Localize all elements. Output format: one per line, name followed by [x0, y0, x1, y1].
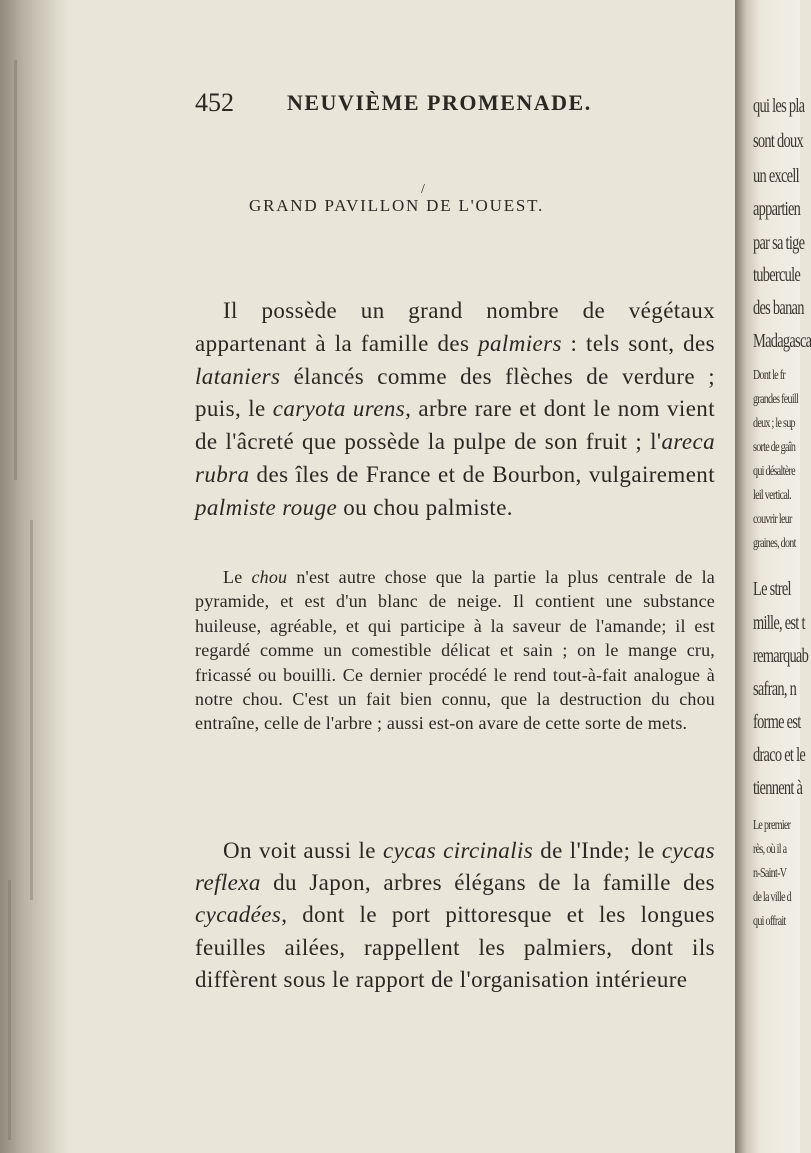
facing-line: forme est — [753, 711, 801, 733]
facing-line: un excell — [753, 165, 799, 187]
facing-line: grandes feuill — [753, 392, 799, 407]
gutter-streak — [30, 520, 33, 900]
paragraph-3: On voit aussi le cycas circinalis de l'Inde; le cycas reflexa du Japon, arbres élégans de la famille des cycadées, dont le port pittoresque et les longues feuilles ailées, rappellent les palmiers, dont ils diffèrent sous le rapport de l'organisation intérieure — [195, 838, 715, 992]
left-gutter-shadow — [0, 0, 70, 1153]
facing-line: sorte de gaîn — [753, 440, 796, 455]
facing-line: Madagasca — [753, 330, 811, 352]
facing-line: tubercule — [753, 264, 801, 286]
stray-mark: / — [421, 182, 425, 197]
paragraph-2-note: Le chou n'est autre chose que la partie la plus centrale de la pyramide, et est d'un blanc de neige. Il contient une substance huileuse, agréable, et qui participe à la saveur de l'amande; il est regardé comme un comestible délicat et sain ; on le mange cru, fricassé ou bouilli. Ce dernier procédé le rend tout-à-fait analogue à notre chou. C'est un fait bien connu, que la destruction du chou entraîne, celle de l'arbre ; aussi est-on avare de cette sorte de mets. — [195, 567, 715, 734]
facing-line: draco et le — [753, 744, 806, 766]
book-page — [195, 70, 730, 992]
facing-line: Le premier — [753, 818, 791, 833]
page-number: 452 — [195, 88, 234, 117]
page-header — [195, 70, 730, 117]
facing-line: safran, n — [753, 678, 797, 700]
facing-line: des banan — [753, 297, 804, 319]
gutter-streak — [14, 60, 17, 480]
facing-line: leil vertical. — [753, 488, 792, 503]
facing-line: Dont le fr — [753, 368, 785, 383]
gutter-streak — [8, 880, 11, 1140]
facing-line: n-Saint-V — [753, 866, 787, 881]
paragraph-1: Il possède un grand nombre de végétaux appartenant à la famille des palmiers : tels sont, des lataniers élancés comme des flèches de verdure ; puis, le caryota urens, arbre rare et dont le nom vient de l'âcreté que possède la pulpe de son fruit ; l'areca rubra des îles de France et de Bourbon, vulgairement palmiste rouge ou chou palmiste. — [195, 298, 715, 520]
facing-line: de la ville d — [753, 890, 791, 905]
facing-line: tiennent à — [753, 777, 803, 799]
facing-line: remarquab — [753, 645, 809, 667]
running-title: NEUVIÈME PROMENADE. — [287, 90, 592, 115]
facing-line: couvrir leur — [753, 512, 792, 527]
facing-line: deux ; le sup — [753, 416, 795, 431]
facing-page-edge — [735, 0, 811, 1153]
facing-line: qui désaltère — [753, 464, 795, 479]
facing-line: par sa tige — [753, 232, 805, 254]
facing-line: Le strel — [753, 578, 791, 600]
facing-line: qui les pla — [753, 95, 805, 117]
facing-line: mille, est t — [753, 612, 805, 634]
facing-line: graines, dont — [753, 536, 796, 551]
facing-line: appartien — [753, 198, 801, 220]
facing-line: rès, où il a — [753, 842, 787, 857]
facing-line: sont doux — [753, 130, 803, 152]
section-title: GRAND PAVILLON DE L'OUEST. — [249, 196, 545, 215]
facing-line: qui offrait — [753, 914, 786, 929]
